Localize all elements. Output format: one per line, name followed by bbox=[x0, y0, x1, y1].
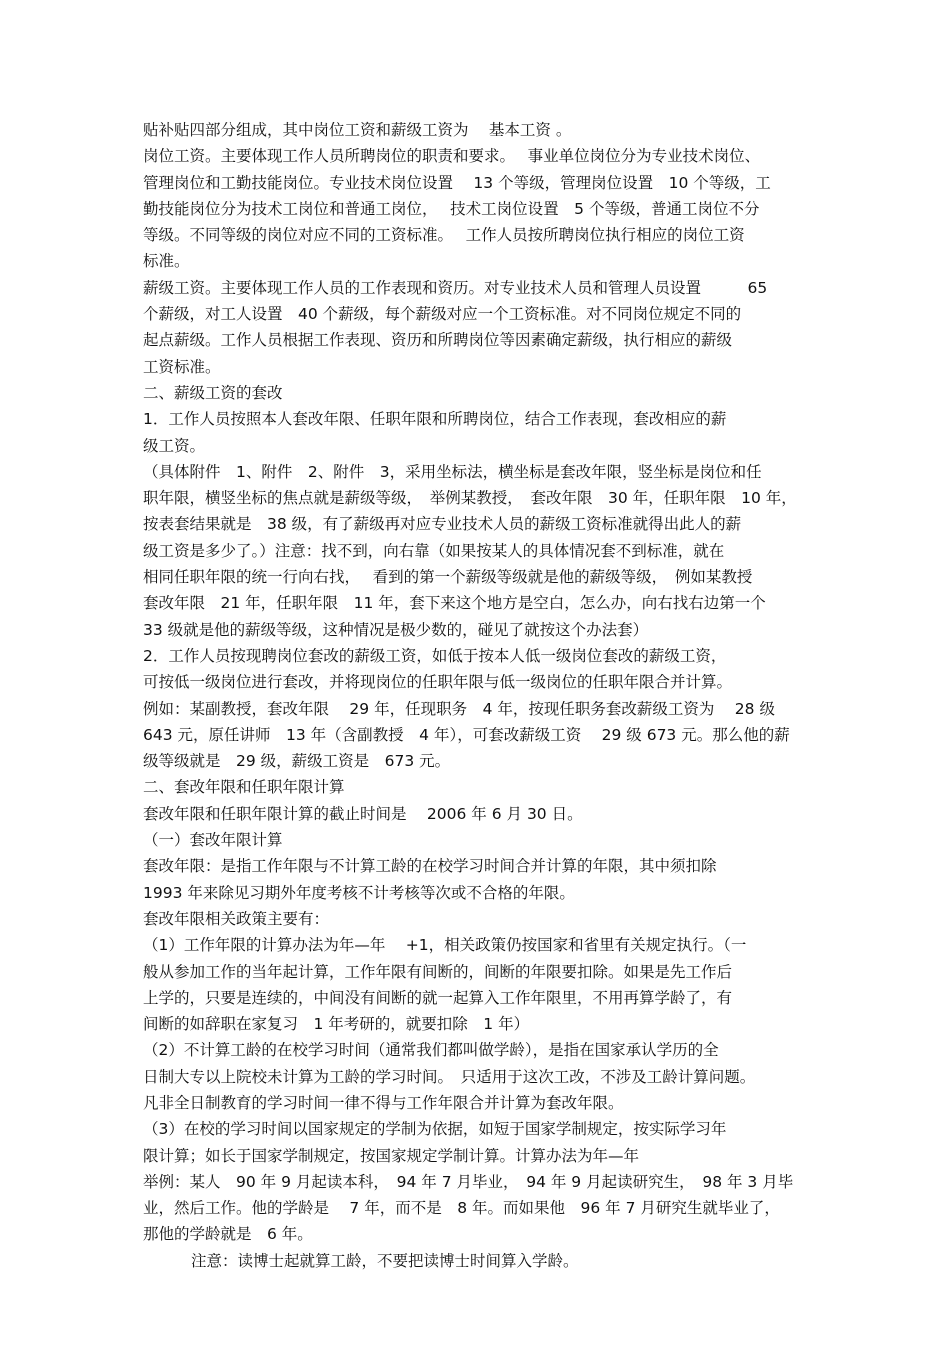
text-line: 间断的如辞职在家复习 1 年考研的，就要扣除 1 年） bbox=[143, 1015, 530, 1034]
note-line: 注意：读博士起就算工龄，不要把读博士时间算入学龄。 bbox=[191, 1251, 579, 1270]
text-line: 按表套结果就是 38 级，有了薪级再对应专业技术人员的薪级工资标准就得出此人的薪 bbox=[143, 515, 742, 534]
text-line: 套改年限和任职年限计算的截止时间是 2006 年 6 月 30 日。 bbox=[143, 804, 583, 823]
text-line: 日制大专以上院校未计算为工龄的学习时间。 只适用于这次工改，不涉及工龄计算问题。 bbox=[143, 1067, 756, 1086]
text-line: 1．工作人员按照本人套改年限、任职年限和所聘岗位，结合工作表现，套改相应的薪 bbox=[143, 410, 727, 429]
text-line: 般从参加工作的当年起计算，工作年限有间断的，间断的年限要扣除。如果是先工作后 bbox=[143, 962, 733, 981]
text-line: 限计算；如长于国家学制规定，按国家规定学制计算。计算办法为年—年 bbox=[143, 1146, 640, 1165]
text-line: 那他的学龄就是 6 年。 bbox=[143, 1225, 313, 1244]
text-line: 2．工作人员按现聘岗位套改的薪级工资，如低于按本人低一级岗位套改的薪级工资， bbox=[143, 646, 727, 665]
section-heading: 二、薪级工资的套改 bbox=[143, 383, 283, 402]
text-line: 可按低一级岗位进行套改，并将现岗位的任职年限与低一级岗位的任职年限合并计算。 bbox=[143, 673, 733, 692]
text-line: 级等级就是 29 级，薪级工资是 673 元。 bbox=[143, 752, 451, 771]
text-line: 上学的，只要是连续的，中间没有间断的就一起算入工作年限里，不用再算学龄了，有 bbox=[143, 988, 733, 1007]
text-line: 相同任职年限的统一行向右找， 看到的第一个薪级等级就是他的薪级等级， 例如某教授 bbox=[143, 568, 753, 587]
text-line: （3）在校的学习时间以国家规定的学制为依据，如短于国家学制规定，按实际学习年 bbox=[143, 1120, 727, 1139]
text-line: 管理岗位和工勤技能岗位。专业技术岗位设置 13 个等级，管理岗位设置 10 个等级，工 bbox=[143, 173, 771, 192]
text-line: （具体附件 1、附件 2、附件 3，采用坐标法，横坐标是套改年限，竖坐标是岗位和任 bbox=[143, 462, 762, 481]
text-line: 套改年限：是指工作年限与不计算工龄的在校学习时间合并计算的年限，其中须扣除 bbox=[143, 857, 717, 876]
text-line: 33 级就是他的薪级等级，这种情况是极少数的，碰见了就按这个办法套） bbox=[143, 620, 649, 639]
text-line: 工资标准。 bbox=[143, 357, 221, 376]
text-line: （2）不计算工龄的在校学习时间（通常我们都叫做学龄），是指在国家承认学历的全 bbox=[143, 1041, 719, 1060]
text-line: 职年限，横竖坐标的焦点就是薪级等级， 举例某教授， 套改年限 30 年，任职年限 10 年， bbox=[143, 489, 797, 508]
section-heading: 二、套改年限和任职年限计算 bbox=[143, 778, 345, 797]
text-line: 薪级工资。主要体现工作人员的工作表现和资历。对专业技术人员和管理人员设置 65 bbox=[143, 278, 768, 297]
text-line: 个薪级，对工人设置 40 个薪级，每个薪级对应一个工资标准。对不同岗位规定不同的 bbox=[143, 305, 742, 324]
text-line: 级工资。 bbox=[143, 436, 206, 455]
text-line: 标准。 bbox=[143, 252, 190, 271]
text-line: 凡非全日制教育的学习时间一律不得与工作年限合并计算为套改年限。 bbox=[143, 1093, 624, 1112]
text-line: 643 元，原任讲师 13 年（含副教授 4 年），可套改薪级工资 29 级 673 元。那么他的薪 bbox=[143, 725, 790, 744]
text-line: 1993 年来除见习期外年度考核不计考核等次或不合格的年限。 bbox=[143, 883, 575, 902]
text-line: 贴补贴四部分组成，其中岗位工资和薪级工资为 基本工资 。 bbox=[143, 121, 572, 139]
text-line: 业，然后工作。他的学龄是 7 年，而不是 8 年。而如果他 96 年 7 月研究生就毕业了， bbox=[143, 1199, 780, 1218]
subsection-heading: （一）套改年限计算 bbox=[143, 831, 283, 850]
text-line: （1）工作年限的计算办法为年—年 +1，相关政策仍按国家和省里有关规定执行。（一 bbox=[143, 936, 747, 955]
text-line: 举例：某人 90 年 9 月起读本科， 94 年 7 月毕业， 94 年 9 月起读研究生， 98 年 3 月毕 bbox=[143, 1172, 794, 1191]
text-line: 起点薪级。工作人员根据工作表现、资历和所聘岗位等因素确定薪级，执行相应的薪级 bbox=[143, 331, 733, 350]
text-line: 级工资是多少了。）注意：找不到，向右靠（如果按某人的具体情况套不到标准，就在 bbox=[143, 541, 725, 560]
text-line: 等级。不同等级的岗位对应不同的工资标准。 工作人员按所聘岗位执行相应的岗位工资 bbox=[143, 226, 745, 245]
text-line: 套改年限 21 年，任职年限 11 年，套下来这个地方是空白，怎么办，向右找右边第一个 bbox=[143, 594, 766, 613]
document-body bbox=[143, 117, 868, 1274]
text-line: 勤技能岗位分为技术工岗位和普通工岗位， 技术工岗位设置 5 个等级，普通工岗位不分 bbox=[143, 199, 760, 218]
text-line: 套改年限相关政策主要有： bbox=[143, 909, 330, 928]
text-line: 例如：某副教授，套改年限 29 年，任现职务 4 年，按现任职务套改薪级工资为 28 级 bbox=[143, 699, 775, 718]
text-line: 岗位工资。主要体现工作人员所聘岗位的职责和要求。 事业单位岗位分为专业技术岗位、 bbox=[143, 147, 761, 166]
